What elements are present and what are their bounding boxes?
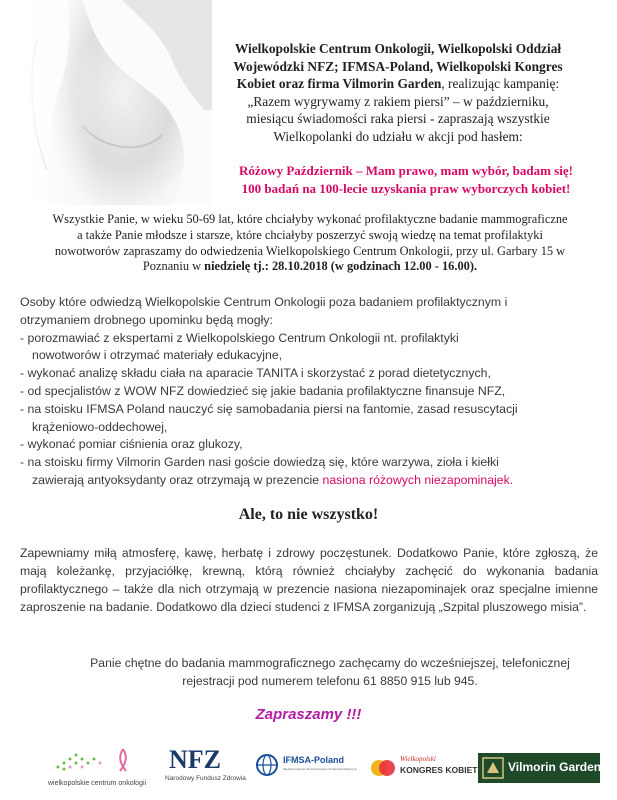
vilmorin-logo-text: Vilmorin Garden [508, 760, 602, 774]
invite-text: Zapraszamy !!! [255, 706, 362, 723]
para1-line-2: a także Panie młodsze i starsze, które chciałyby poszerzyć swoją wiedzę na temat profilaktyki [77, 227, 543, 242]
ifmsa-logo-sub: Międzynarodowe Stowarzyszenie Studentów Medycyny [283, 767, 357, 771]
kongres-logo [370, 753, 478, 799]
para1-line-1: Wszystkie Panie, w wieku 50-69 lat, które chciałyby wykonać profilaktyczne badanie mammograficzne [52, 212, 568, 226]
nfz-logo-mark: NFZ [169, 745, 221, 774]
wco-logo-text: wielkopolskie centrum onkologii [48, 780, 147, 787]
activity-line: - wykonać pomiar ciśnienia oraz glukozy, [20, 437, 243, 452]
campaign-slogan [206, 162, 606, 197]
intro-line-3-rest: , realizując kampanię: [441, 76, 560, 91]
kongres-heart-icon [370, 755, 396, 781]
nfz-logo [165, 745, 245, 791]
kongres-top-text: Wielkopolski [400, 755, 436, 763]
vilmorin-emblem-icon [482, 757, 504, 779]
intro-line-5: miesiącu świadomości raka piersi - zapraszają wszystkie [246, 111, 550, 126]
para1-line-3: nowotworów zapraszamy do odwiedzenia Wielkopolskiego Centrum Onkologii, przy ul. Garbary 15 w [54, 243, 566, 258]
intro-line-4: „Razem wygrywamy z rakiem piersi” – w październiku, [247, 93, 549, 109]
event-date: niedzielę tj.: 28.10.2018 (w godzinach 12.00 - 16.00). [204, 259, 478, 274]
intro-line-6: Wielkopolanki do udziału w akcji pod hasłem: [273, 128, 523, 144]
kongres-logo-text: KONGRES KOBIET [400, 765, 478, 775]
ifmsa-logo [255, 753, 365, 799]
activity-line: krążeniowo-oddechowej, [32, 419, 168, 434]
activity-line: nowotworów i otrzymać materiały edukacyjne, [32, 348, 283, 363]
invitation-paragraph [18, 212, 602, 275]
registration-paragraph [60, 654, 600, 690]
intro-line-1: Wielkopolskie Centrum Onkologii, Wielkopolski Oddział [234, 41, 562, 56]
activity-line: - wykonać analizę składu ciała na aparacie TANITA i skorzystać z porad dietetycznych, [20, 366, 491, 381]
woman-illustration [22, 0, 212, 205]
section-heading: Ale, to nie wszystko! [238, 506, 379, 523]
activity-line-last: zawierają antyoksydanty oraz otrzymają w prezencie [32, 472, 323, 487]
activity-line: Osoby które odwiedzą Wielkopolskie Centrum Onkologii poza badaniem profilaktycznym i [20, 295, 508, 309]
seeds-highlight: nasiona różowych niezapominajek. [322, 472, 514, 487]
intro-line-3-bold: Kobiet oraz firma Vilmorin Garden [236, 76, 442, 91]
intro-text [198, 40, 598, 145]
ifmsa-logo-text: IFMSA-Poland [283, 755, 344, 765]
ifmsa-globe-icon [255, 753, 279, 777]
para4-line-2: rejestracji pod numerem telefonu 61 8850 915 lub 945. [182, 674, 478, 688]
activity-line: - na stoisku IFMSA Poland nauczyć się samobadania piersi na fantomie, zasad resuscytacji [20, 401, 518, 416]
activity-line: otrzymaniem drobnego upominku będą mogły: [20, 312, 273, 327]
wco-dots-icon [48, 745, 143, 775]
para4-line-1: Panie chętne do badania mammograficznego zachęcamy do wcześniejszej, telefonicznej [90, 656, 570, 670]
activity-line: - porozmawiać z ekspertami z Wielkopolskiego Centrum Onkologii nt. profilaktyki [20, 330, 459, 345]
activities-list [20, 294, 600, 490]
para1-line-4a: Poznaniu w [142, 259, 205, 274]
extras-paragraph: Zapewniamy miłą atmosferę, kawę, herbatę i zdrowy poczęstunek. Dodatkowo Panie, które zgłoszą, że mają koleżankę, przyjaciółkę, krewną, którą również chciałyby zachęcić do wykonania badania profilaktycznego – także dla nich otrzymają w prezencie nasiona niezapominajek oraz specjalne imienne zaproszenie na badanie. Dodatkowo dla dzieci studenci z IFMSA zorganizują „Szpital pluszowego misia”. [20, 546, 598, 614]
activity-line: - na stoisku firmy Vilmorin Garden nasi goście dowiedzą się, które warzywa, zioła i kiełki [20, 455, 499, 470]
sponsor-logos [0, 745, 617, 795]
activity-line: - od specjalistów z WOW NFZ dowiedzieć się jakie badania profilaktyczne finansuje NFZ, [20, 383, 506, 398]
wco-logo [48, 745, 147, 791]
vilmorin-logo [478, 753, 600, 783]
nfz-logo-text: Narodowy Fundusz Zdrowia [165, 775, 246, 782]
slogan-line-1: Różowy Październik – Mam prawo, mam wybór, badam się! [239, 163, 573, 178]
intro-line-2: Wojewódzki NFZ; IFMSA-Poland, Wielkopolski Kongres [233, 58, 563, 74]
slogan-line-2: 100 badań na 100-lecie uzyskania praw wyborczych kobiet! [241, 180, 571, 196]
woman-photo [22, 0, 212, 205]
